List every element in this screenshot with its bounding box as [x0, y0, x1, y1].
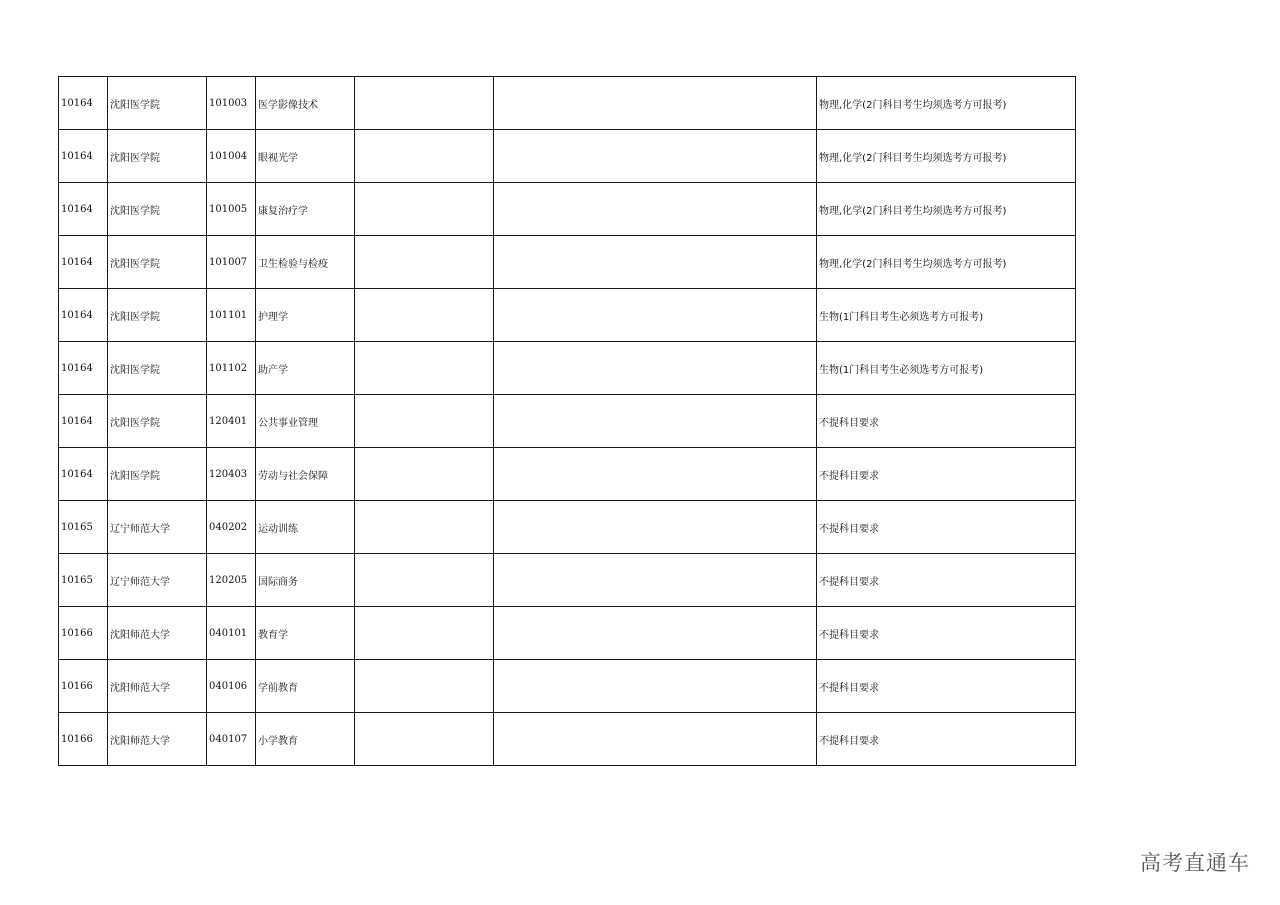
institution-code-cell: 10164: [59, 183, 108, 236]
institution-code-cell: 10164: [59, 130, 108, 183]
major-code-cell: 040101: [207, 607, 256, 660]
empty-cell: [494, 130, 817, 183]
table-row: [59, 289, 1076, 342]
institution-code-cell: 10164: [59, 236, 108, 289]
table-row: [59, 130, 1076, 183]
table-row: [59, 236, 1076, 289]
institution-name-cell: 沈阳师范大学: [108, 607, 207, 660]
empty-cell: [494, 607, 817, 660]
major-code-cell: 040107: [207, 713, 256, 766]
empty-cell: [494, 395, 817, 448]
subject-requirement-cell: 生物(1门科目考生必须选考方可报考): [817, 342, 1076, 395]
institution-name-cell: 辽宁师范大学: [108, 554, 207, 607]
major-name-cell: 劳动与社会保障: [256, 448, 355, 501]
major-name-cell: 公共事业管理: [256, 395, 355, 448]
table-row: [59, 660, 1076, 713]
subject-requirement-cell: 不提科目要求: [817, 501, 1076, 554]
empty-cell: [355, 660, 494, 713]
subject-requirements-table: [58, 76, 1076, 766]
major-name-cell: 运动训练: [256, 501, 355, 554]
major-name-cell: 学前教育: [256, 660, 355, 713]
empty-cell: [494, 660, 817, 713]
empty-cell: [355, 713, 494, 766]
empty-cell: [494, 77, 817, 130]
major-name-cell: 助产学: [256, 342, 355, 395]
major-code-cell: 120401: [207, 395, 256, 448]
empty-cell: [494, 289, 817, 342]
institution-name-cell: 沈阳医学院: [108, 289, 207, 342]
table-row: [59, 395, 1076, 448]
subject-requirement-cell: 物理,化学(2门科目考生均须选考方可报考): [817, 77, 1076, 130]
empty-cell: [494, 448, 817, 501]
major-code-cell: 101101: [207, 289, 256, 342]
empty-cell: [355, 501, 494, 554]
institution-name-cell: 沈阳医学院: [108, 342, 207, 395]
institution-code-cell: 10166: [59, 607, 108, 660]
major-name-cell: 医学影像技术: [256, 77, 355, 130]
subject-requirement-cell: 不提科目要求: [817, 395, 1076, 448]
empty-cell: [355, 607, 494, 660]
major-code-cell: 101007: [207, 236, 256, 289]
major-name-cell: 护理学: [256, 289, 355, 342]
major-code-cell: 040106: [207, 660, 256, 713]
major-code-cell: 040202: [207, 501, 256, 554]
major-code-cell: 101005: [207, 183, 256, 236]
institution-code-cell: 10165: [59, 554, 108, 607]
empty-cell: [355, 342, 494, 395]
empty-cell: [355, 183, 494, 236]
empty-cell: [494, 236, 817, 289]
empty-cell: [355, 395, 494, 448]
table-row: [59, 448, 1076, 501]
empty-cell: [494, 713, 817, 766]
empty-cell: [355, 448, 494, 501]
table-row: [59, 183, 1076, 236]
watermark-text: 高考直通车: [1140, 851, 1250, 875]
institution-name-cell: 辽宁师范大学: [108, 501, 207, 554]
subject-requirement-cell: 不提科目要求: [817, 554, 1076, 607]
institution-name-cell: 沈阳医学院: [108, 236, 207, 289]
table-row: [59, 342, 1076, 395]
institution-code-cell: 10165: [59, 501, 108, 554]
major-code-cell: 120403: [207, 448, 256, 501]
major-code-cell: 120205: [207, 554, 256, 607]
empty-cell: [494, 554, 817, 607]
institution-name-cell: 沈阳医学院: [108, 448, 207, 501]
subject-requirement-cell: 不提科目要求: [817, 607, 1076, 660]
subject-requirement-cell: 生物(1门科目考生必须选考方可报考): [817, 289, 1076, 342]
major-name-cell: 卫生检验与检疫: [256, 236, 355, 289]
institution-code-cell: 10166: [59, 660, 108, 713]
institution-code-cell: 10164: [59, 395, 108, 448]
table-row: [59, 77, 1076, 130]
subject-requirement-cell: 不提科目要求: [817, 660, 1076, 713]
major-code-cell: 101003: [207, 77, 256, 130]
institution-name-cell: 沈阳师范大学: [108, 713, 207, 766]
empty-cell: [355, 289, 494, 342]
major-code-cell: 101102: [207, 342, 256, 395]
institution-code-cell: 10164: [59, 77, 108, 130]
table-row: [59, 607, 1076, 660]
empty-cell: [355, 236, 494, 289]
institution-code-cell: 10164: [59, 448, 108, 501]
subject-requirement-cell: 不提科目要求: [817, 713, 1076, 766]
major-name-cell: 小学教育: [256, 713, 355, 766]
table-row: [59, 713, 1076, 766]
major-name-cell: 国际商务: [256, 554, 355, 607]
institution-name-cell: 沈阳医学院: [108, 395, 207, 448]
subject-requirement-cell: 物理,化学(2门科目考生均须选考方可报考): [817, 183, 1076, 236]
subject-requirement-cell: 不提科目要求: [817, 448, 1076, 501]
major-name-cell: 眼视光学: [256, 130, 355, 183]
table-body: [59, 77, 1076, 766]
major-code-cell: 101004: [207, 130, 256, 183]
institution-name-cell: 沈阳医学院: [108, 130, 207, 183]
subject-requirement-cell: 物理,化学(2门科目考生均须选考方可报考): [817, 130, 1076, 183]
institution-code-cell: 10164: [59, 342, 108, 395]
empty-cell: [494, 501, 817, 554]
empty-cell: [355, 554, 494, 607]
subject-requirement-cell: 物理,化学(2门科目考生均须选考方可报考): [817, 236, 1076, 289]
table-row: [59, 501, 1076, 554]
empty-cell: [355, 130, 494, 183]
major-name-cell: 教育学: [256, 607, 355, 660]
empty-cell: [494, 183, 817, 236]
empty-cell: [494, 342, 817, 395]
major-name-cell: 康复治疗学: [256, 183, 355, 236]
institution-code-cell: 10166: [59, 713, 108, 766]
institution-name-cell: 沈阳师范大学: [108, 660, 207, 713]
institution-name-cell: 沈阳医学院: [108, 77, 207, 130]
institution-name-cell: 沈阳医学院: [108, 183, 207, 236]
institution-code-cell: 10164: [59, 289, 108, 342]
table-row: [59, 554, 1076, 607]
empty-cell: [355, 77, 494, 130]
